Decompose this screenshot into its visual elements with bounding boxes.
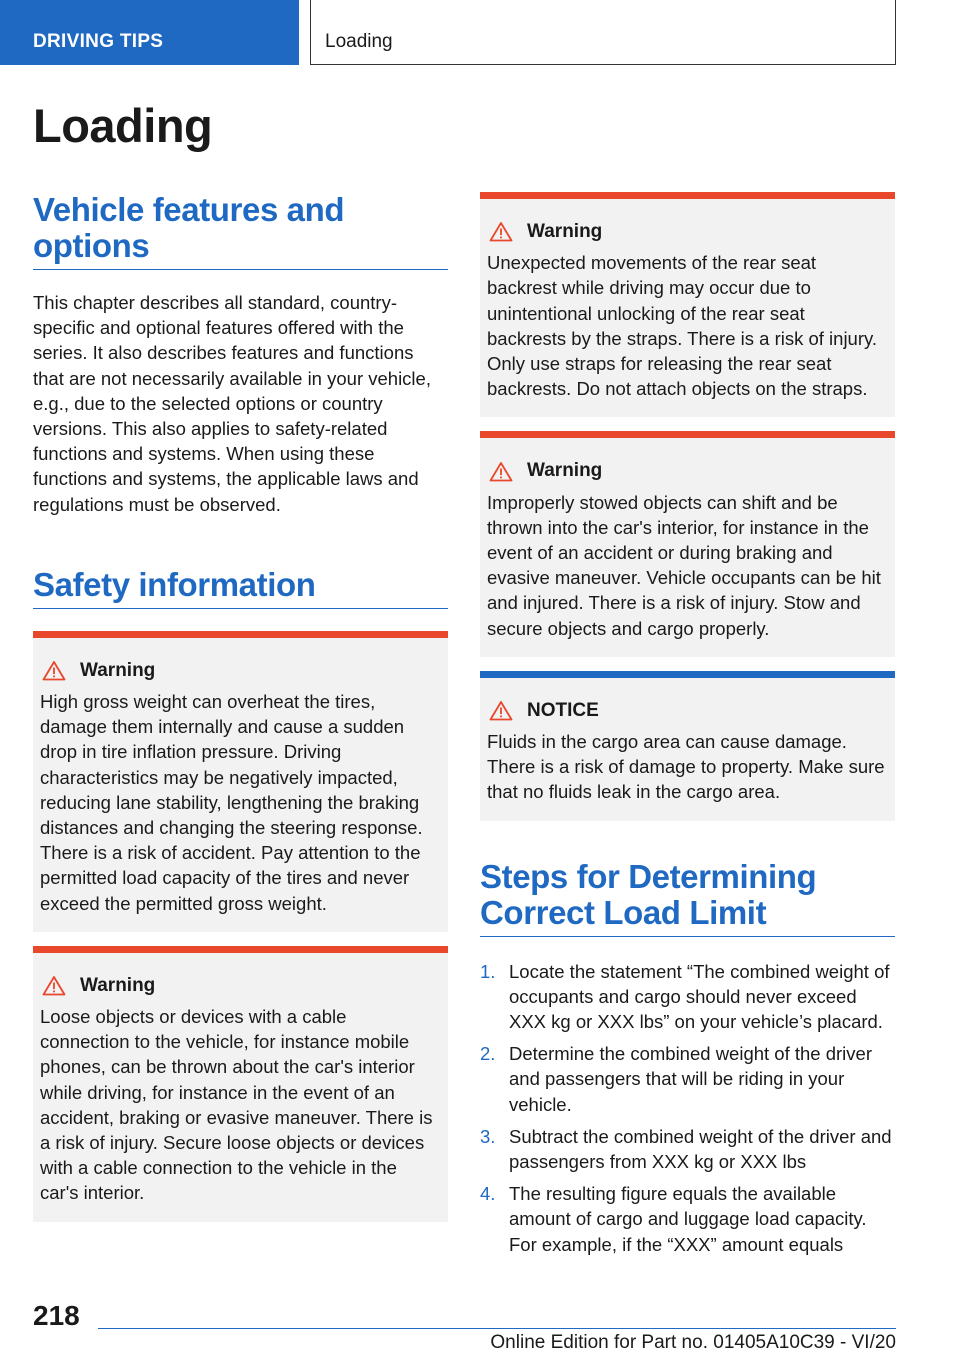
list-item-text: Locate the statement “The combined weight of occupants and cargo should never exceed XXX kg or XXX lbs” on your vehicle’s placard.: [509, 960, 890, 1033]
list-item-number: 1.: [480, 960, 496, 982]
list-item: [480, 959, 895, 1035]
vehicle-features-text: This chapter describes all standard, country-specific and optional features offered with the series. It also describes features and functions that are not necessarily available in your vehicle, e.g., due to the selected options or country versions. This also applies to safety-related functions and systems. When using these functions and systems, the applicable laws and regulations must be observed.: [33, 292, 431, 515]
footer-divider: [98, 1328, 896, 1329]
list-item: [480, 1041, 895, 1117]
steps-list: [480, 959, 895, 1257]
list-item-text: Subtract the combined weight of the driver and passengers from XXX kg or XXX lbs: [509, 1125, 892, 1173]
warning-box-rear-seat: [480, 192, 895, 417]
heading-vehicle-features: Vehicle features and options: [33, 192, 448, 270]
list-item-number: 2.: [480, 1043, 496, 1065]
notice-text: Fluids in the cargo area can cause damage. There is a risk of damage to property. Make sure that no fluids leak in the cargo area.: [487, 731, 885, 803]
warning-text: High gross weight can overheat the tires, damage them internally and cause a sudden drop in tire inflation pressure. Driving characteristics may be negatively impacted, reducing lane stability, lengthening the braking distances and changing the steering response. There is a risk of accident. Pay attention to the permitted load capacity of the tires and never exceed the permitted gross weight.: [40, 691, 423, 914]
warning-title: Warning: [80, 974, 156, 996]
left-column: [33, 192, 448, 1222]
list-item-number: 3.: [480, 1125, 496, 1147]
warning-box-gross-weight: [33, 631, 448, 932]
notice-box-header: [487, 698, 885, 723]
warning-box-header: [40, 658, 438, 683]
warning-box-stowed-objects: [480, 431, 895, 656]
warning-box-header: [40, 973, 438, 998]
warning-text: Unexpected movements of the rear seat backrest while driving may occur due to unintentional unlocking of the rear seat backrests by the straps. There is a risk of injury. Only use straps for releasing the rear seat backrests. Do not attach objects on the straps.: [487, 252, 878, 400]
right-column: [480, 192, 895, 1264]
list-item: [480, 1124, 895, 1174]
warning-title: Warning: [80, 659, 156, 681]
footer-edition: Online Edition for Part no. 01405A10C39 - VI/20: [490, 1332, 896, 1353]
header-topic: Loading: [310, 0, 896, 65]
heading-safety-information: Safety information: [33, 567, 448, 609]
list-item: [480, 1181, 895, 1257]
warning-title: Warning: [527, 221, 603, 242]
notice-box-fluids: [480, 671, 895, 821]
warning-text: Loose objects or devices with a cable connection to the vehicle, for instance mobile phones, can be thrown about the car's interior while driving, for instance in the event of an accident, braking or evasive maneuver. There is a risk of injury. Secure loose objects or devices with a cable connection to the vehicle in the car's interior.: [40, 1006, 433, 1204]
warning-triangle-icon: [489, 700, 513, 721]
list-item-number: 4.: [480, 1183, 496, 1205]
warning-triangle-icon: [42, 975, 66, 996]
warning-box-loose-objects: [33, 946, 448, 1222]
heading-steps-load-limit: Steps for Determining Correct Load Limit: [480, 859, 895, 937]
list-item-text: The resulting figure equals the available amount of cargo and luggage load capacity. For example, if the “XXX” amount equals: [509, 1183, 867, 1255]
warning-triangle-icon: [489, 461, 513, 482]
warning-box-header: [487, 458, 885, 483]
warning-triangle-icon: [42, 660, 66, 681]
list-item-text: Determine the combined weight of the driver and passengers that will be riding in your vehicle.: [509, 1043, 872, 1115]
page-title: Loading: [33, 99, 213, 152]
warning-triangle-icon: [489, 221, 513, 242]
header-section-tab: DRIVING TIPS: [0, 0, 299, 65]
warning-box-header: [487, 219, 885, 244]
notice-title: NOTICE: [527, 699, 599, 721]
page-number: 218: [33, 1300, 80, 1331]
warning-title: Warning: [527, 460, 603, 482]
warning-text: Improperly stowed objects can shift and be thrown into the car's interior, for instance in the event of an accident or during braking and evasive maneuver. Vehicle occupants can be hit and injured. There is a risk of injury. Stow and secure objects and cargo properly.: [487, 491, 881, 639]
